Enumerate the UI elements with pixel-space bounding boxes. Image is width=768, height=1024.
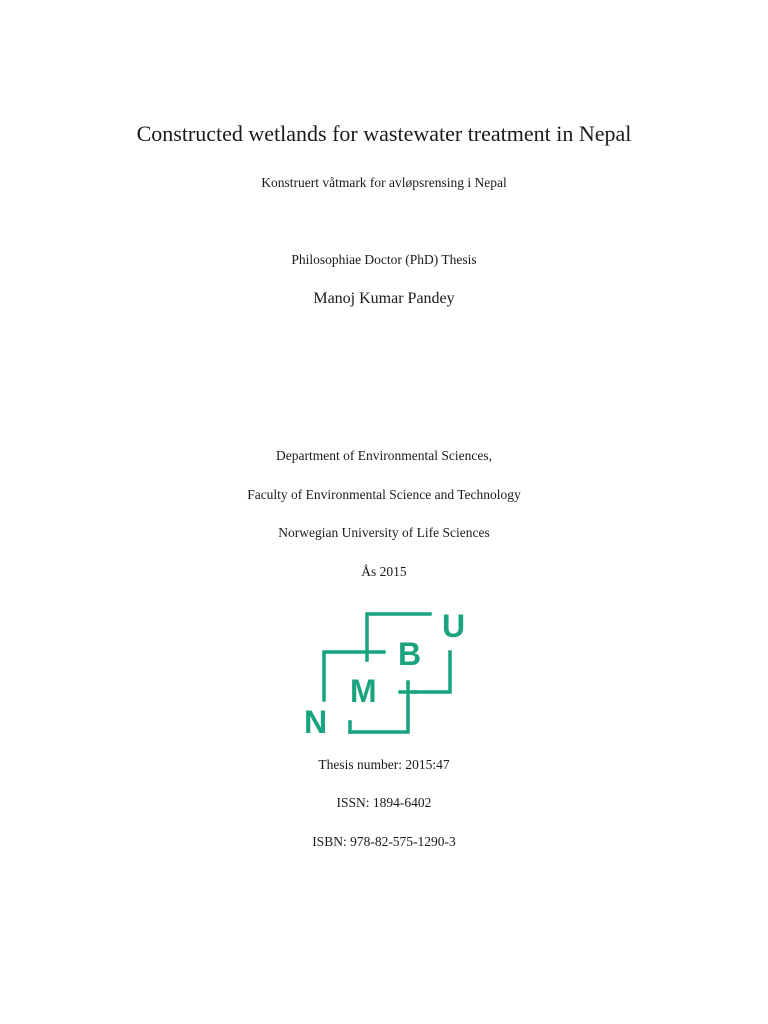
logo-letter-b: B xyxy=(398,636,422,672)
issn: ISSN: 1894-6402 xyxy=(336,795,432,810)
isbn: ISBN: 978-82-575-1290-3 xyxy=(312,834,456,849)
logo-letter-u: U xyxy=(442,608,466,644)
department: Department of Environmental Sciences, xyxy=(276,448,492,463)
faculty: Faculty of Environmental Science and Technology xyxy=(247,487,521,502)
university: Norwegian University of Life Sciences xyxy=(278,525,490,540)
logo-letter-m: M xyxy=(350,673,377,709)
author-name: Manoj Kumar Pandey xyxy=(313,290,455,307)
nmbu-logo xyxy=(296,606,476,740)
thesis-title: Constructed wetlands for wastewater treatment in Nepal xyxy=(136,121,632,146)
thesis-subtitle: Konstruert våtmark for avløpsrensing i Nepal xyxy=(261,175,507,190)
place-year: Ås 2015 xyxy=(361,564,407,579)
thesis-number: Thesis number: 2015:47 xyxy=(318,757,450,772)
logo-letter-n: N xyxy=(304,704,328,740)
degree-label: Philosophiae Doctor (PhD) Thesis xyxy=(291,252,477,267)
